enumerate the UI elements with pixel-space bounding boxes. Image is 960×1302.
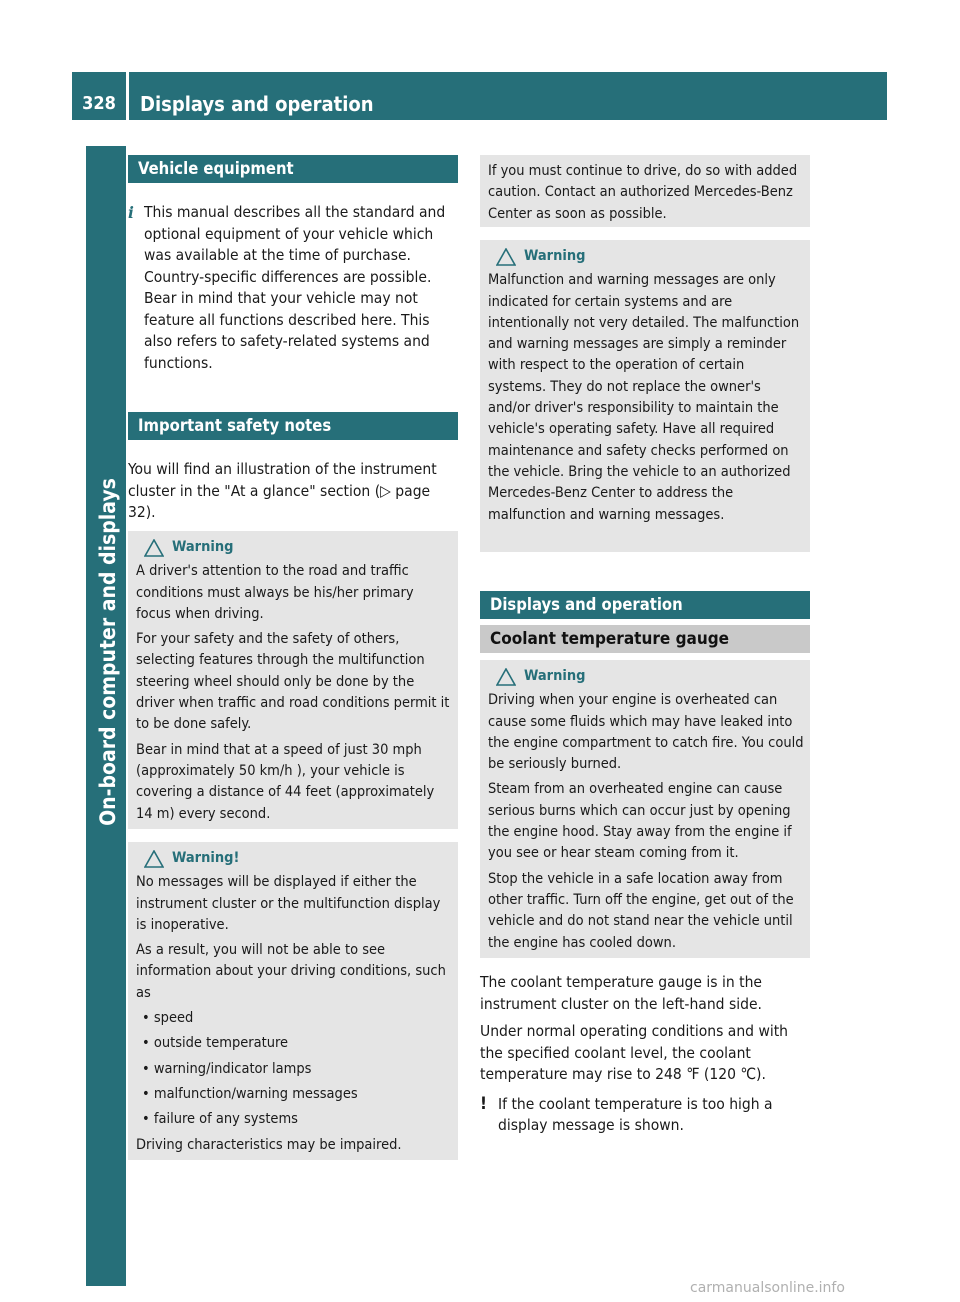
coolant-body <box>480 972 812 1137</box>
warning-paragraph: Driving when your engine is overheated can cause some fluids which may have leaked into the engine compartment to catch fire. You could be seriously burned. <box>488 692 804 773</box>
caution-text: If the coolant temperature is too high a display message is shown. <box>498 1094 773 1134</box>
warning-title <box>136 848 452 869</box>
side-tab-label: On-board computer and displays <box>96 478 120 826</box>
header-divider <box>126 72 129 120</box>
warning-paragraph: Driving characteristics may be impaired. <box>136 1136 402 1153</box>
vehicle-equipment-note <box>128 202 460 374</box>
safety-notes-heading: Important safety notes <box>128 412 458 440</box>
warning-paragraph: Steam from an overheated engine can cause serious burns which can occur just by opening the engine hood. Stay away from the engine if you see or hear steam coming from it. <box>488 781 792 862</box>
warning-triangle-icon <box>144 539 164 557</box>
warning-box-messages <box>128 842 458 1160</box>
continue-drive-text: If you must continue to drive, do so with added caution. Contact an authorized Mercedes-Benz Center as soon as possible. <box>488 163 798 222</box>
list-item: • malfunction/warning messages <box>142 1085 358 1102</box>
warning-title-text: Warning <box>172 539 234 555</box>
warning-paragraph: For your safety and the safety of others, selecting features through the multifunction steering wheel should only be done by the driver when traffic and road conditions permit it to be done safely. <box>136 631 450 733</box>
page-number: 328 <box>82 93 116 114</box>
warning-triangle-icon <box>496 668 516 686</box>
caution-icon: ! <box>480 1093 487 1114</box>
page-title: Displays and operation <box>140 92 374 116</box>
vehicle-equipment-heading: Vehicle equipment <box>128 155 458 183</box>
caution-note <box>480 1094 812 1137</box>
warning-triangle-icon <box>144 850 164 868</box>
warning-paragraph: A driver's attention to the road and traffic conditions must always be his/her primary focus when driving. <box>136 563 414 622</box>
body-paragraph: The coolant temperature gauge is in the instrument cluster on the left-hand side. <box>480 973 762 1013</box>
warning-box-overheat <box>480 660 810 958</box>
continue-drive-box <box>480 155 810 227</box>
displays-operation-heading: Displays and operation <box>480 591 810 619</box>
warning-title-text: Warning <box>524 248 586 264</box>
warning-paragraph: Bear in mind that at a speed of just 30 mph (approximately 50 km/h ), your vehicle is covering a distance of 44 feet (approximately 14 m) every second. <box>136 741 435 822</box>
warning-box-malfunction <box>480 240 810 552</box>
list-item: • failure of any systems <box>142 1111 298 1128</box>
warning-paragraph: Malfunction and warning messages are only indicated for certain systems and are intentionally not very detailed. The malfunction and warning messages are simply a reminder with respect to the operation of certain systems. They do not replace the owner's and/or driver's responsibility to maintain the vehicle's operating safety. Have all required maintenance and safety checks performed on the vehicle. Bring the vehicle to an authorized Mercedes-Benz Center to address the malfunction and warning messages. <box>488 272 800 523</box>
list-item: • speed <box>142 1010 194 1027</box>
list-item: • outside temperature <box>142 1035 289 1052</box>
warning-title <box>488 666 804 687</box>
warning-paragraph: Stop the vehicle in a safe location away from other traffic. Turn off the engine, get out of the vehicle and do not stand near the vehicle until the engine has cooled down. <box>488 870 794 951</box>
info-icon: i <box>128 203 134 222</box>
warning-triangle-icon <box>496 248 516 266</box>
safety-notes-intro: You will find an illustration of the instrument cluster in the "At a glance" section (▷ page 32). <box>128 460 437 521</box>
warning-title-text: Warning <box>524 668 586 684</box>
side-tab-label-wrap <box>88 478 128 826</box>
warning-box-attention <box>128 531 458 829</box>
warning-paragraph: As a result, you will not be able to see information about your driving conditions, such as <box>136 942 446 1001</box>
warning-paragraph: No messages will be displayed if either the instrument cluster or the multifunction display is inoperative. <box>136 874 441 933</box>
watermark: carmanualsonline.info <box>690 1280 845 1296</box>
body-paragraph: Under normal operating conditions and with the specified coolant level, the coolant temperature may rise to 248 ℉ (120 ℃). <box>480 1022 789 1083</box>
warning-title-text: Warning! <box>172 850 240 866</box>
vehicle-equipment-text: This manual describes all the standard and optional equipment of your vehicle which was available at the time of purchase. Country-specific differences are possible. Bear in mind that your vehicle may not feature all functions described here. This also refers to safety-related systems and functions. <box>144 203 446 372</box>
list-item: • warning/indicator lamps <box>142 1060 312 1077</box>
warning-title <box>488 246 804 267</box>
coolant-gauge-heading: Coolant temperature gauge <box>480 625 810 653</box>
warning-title <box>136 537 452 558</box>
